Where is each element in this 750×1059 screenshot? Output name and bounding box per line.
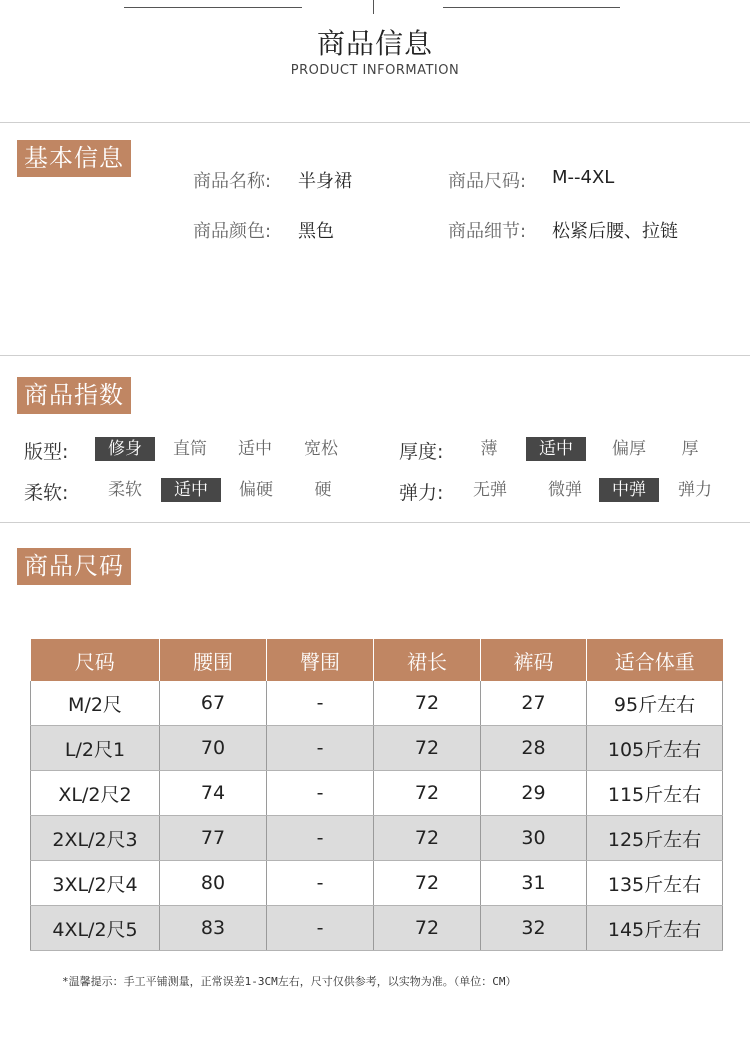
divider-3 <box>0 522 750 523</box>
header-line-center <box>373 0 374 14</box>
product-color-label: 商品颜色: <box>193 221 272 242</box>
column-header: 裙长 <box>374 639 481 681</box>
header-line-right <box>443 7 620 8</box>
size-chart-tag: 商品尺码 <box>17 548 131 585</box>
table-cell: - <box>267 906 374 951</box>
divider-1 <box>0 122 750 123</box>
softness-label: 柔软: <box>24 482 69 504</box>
table-cell: 125斤左右 <box>587 816 723 861</box>
table-cell: 70 <box>160 726 267 771</box>
column-header: 臀围 <box>267 639 374 681</box>
table-cell: M/2尺 <box>31 681 160 726</box>
table-cell: - <box>267 771 374 816</box>
table-cell: 83 <box>160 906 267 951</box>
table-cell: 67 <box>160 681 267 726</box>
table-cell: 105斤左右 <box>587 726 723 771</box>
table-cell: 2XL/2尺3 <box>31 816 160 861</box>
table-cell: - <box>267 681 374 726</box>
product-index-tag: 商品指数 <box>17 377 131 414</box>
product-detail-label: 商品细节: <box>448 221 527 242</box>
table-cell: 72 <box>374 906 481 951</box>
table-row <box>31 771 723 816</box>
thickness-option: 适中 <box>526 437 586 461</box>
fit-option: 修身 <box>95 437 155 461</box>
table-cell: 72 <box>374 771 481 816</box>
table-row <box>31 816 723 861</box>
table-row <box>31 906 723 951</box>
table-cell: 72 <box>374 861 481 906</box>
elasticity-option: 中弹 <box>599 478 659 502</box>
table-cell: 72 <box>374 726 481 771</box>
table-cell: 95斤左右 <box>587 681 723 726</box>
softness-option: 柔软 <box>108 480 142 500</box>
table-cell: - <box>267 726 374 771</box>
elasticity-option: 微弹 <box>548 480 582 500</box>
thickness-option: 偏厚 <box>612 439 646 459</box>
fit-label: 版型: <box>24 441 69 463</box>
softness-option: 适中 <box>161 478 221 502</box>
column-header: 尺码 <box>31 639 160 681</box>
table-row <box>31 681 723 726</box>
table-cell: 28 <box>481 726 587 771</box>
table-cell: 32 <box>481 906 587 951</box>
table-row <box>31 726 723 771</box>
table-cell: 72 <box>374 816 481 861</box>
table-cell: 72 <box>374 681 481 726</box>
fit-option: 宽松 <box>304 439 338 459</box>
table-cell: 80 <box>160 861 267 906</box>
elasticity-option: 弹力 <box>678 480 712 500</box>
thickness-option: 厚 <box>681 439 699 459</box>
thickness-option: 薄 <box>480 439 498 459</box>
basic-info-tag: 基本信息 <box>17 140 131 177</box>
column-header: 适合体重 <box>587 639 723 681</box>
table-cell: 77 <box>160 816 267 861</box>
table-cell: 30 <box>481 816 587 861</box>
fit-option: 直筒 <box>173 439 207 459</box>
table-cell: XL/2尺2 <box>31 771 160 816</box>
header-line-left <box>124 7 302 8</box>
product-size-value: M--4XL <box>552 167 615 188</box>
table-row <box>31 861 723 906</box>
size-note: *温馨提示：手工平铺测量，正常误差1-3CM左右，尺寸仅供参考，以实物为准。（单位：CM） <box>62 975 517 988</box>
table-cell: 3XL/2尺4 <box>31 861 160 906</box>
page-subtitle: PRODUCT INFORMATION <box>290 63 460 78</box>
product-name-value: 半身裙 <box>298 171 352 192</box>
table-cell: - <box>267 816 374 861</box>
product-color-value: 黑色 <box>298 221 334 242</box>
product-size-label: 商品尺码: <box>448 171 527 192</box>
table-cell: 74 <box>160 771 267 816</box>
table-cell: 27 <box>481 681 587 726</box>
column-header: 腰围 <box>160 639 267 681</box>
softness-option: 偏硬 <box>239 480 273 500</box>
size-table <box>30 639 723 951</box>
divider-2 <box>0 355 750 356</box>
thickness-label: 厚度: <box>399 441 444 463</box>
elasticity-label: 弹力: <box>399 482 444 504</box>
size-table-header <box>31 639 723 681</box>
table-cell: - <box>267 861 374 906</box>
table-cell: 115斤左右 <box>587 771 723 816</box>
table-cell: 4XL/2尺5 <box>31 906 160 951</box>
fit-option: 适中 <box>238 439 272 459</box>
table-cell: 31 <box>481 861 587 906</box>
table-cell: L/2尺1 <box>31 726 160 771</box>
product-detail-value: 松紧后腰、拉链 <box>552 221 678 242</box>
table-cell: 29 <box>481 771 587 816</box>
column-header: 裤码 <box>481 639 587 681</box>
elasticity-option: 无弹 <box>473 480 507 500</box>
softness-option: 硬 <box>314 480 332 500</box>
table-cell: 145斤左右 <box>587 906 723 951</box>
page-title: 商品信息 <box>316 27 433 60</box>
table-cell: 135斤左右 <box>587 861 723 906</box>
product-name-label: 商品名称: <box>193 171 272 192</box>
